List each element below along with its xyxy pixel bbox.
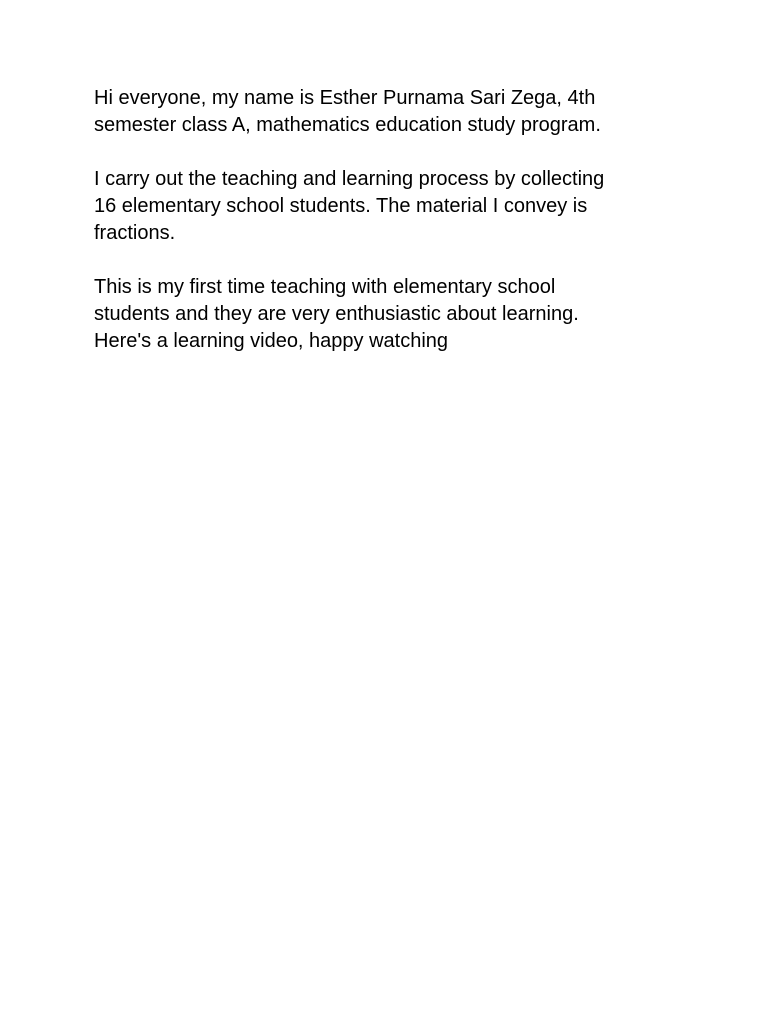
text-line: Hi everyone, my name is Esther Purnama Sari Zega, 4th [94,87,596,109]
text-line: fractions. [94,222,176,244]
paragraph-experience [94,274,694,355]
text-line: semester class A, mathematics education study program. [94,114,601,136]
paragraph-introduction [94,85,694,139]
paragraph-teaching-process [94,166,694,247]
text-line: I carry out the teaching and learning process by collecting [94,168,605,190]
text-line: 16 elementary school students. The material I convey is [94,195,588,217]
text-line: students and they are very enthusiastic about learning. [94,303,579,325]
document-body [94,85,694,382]
text-line: Here's a learning video, happy watching [94,330,449,352]
text-line: This is my first time teaching with elementary school [94,276,556,298]
